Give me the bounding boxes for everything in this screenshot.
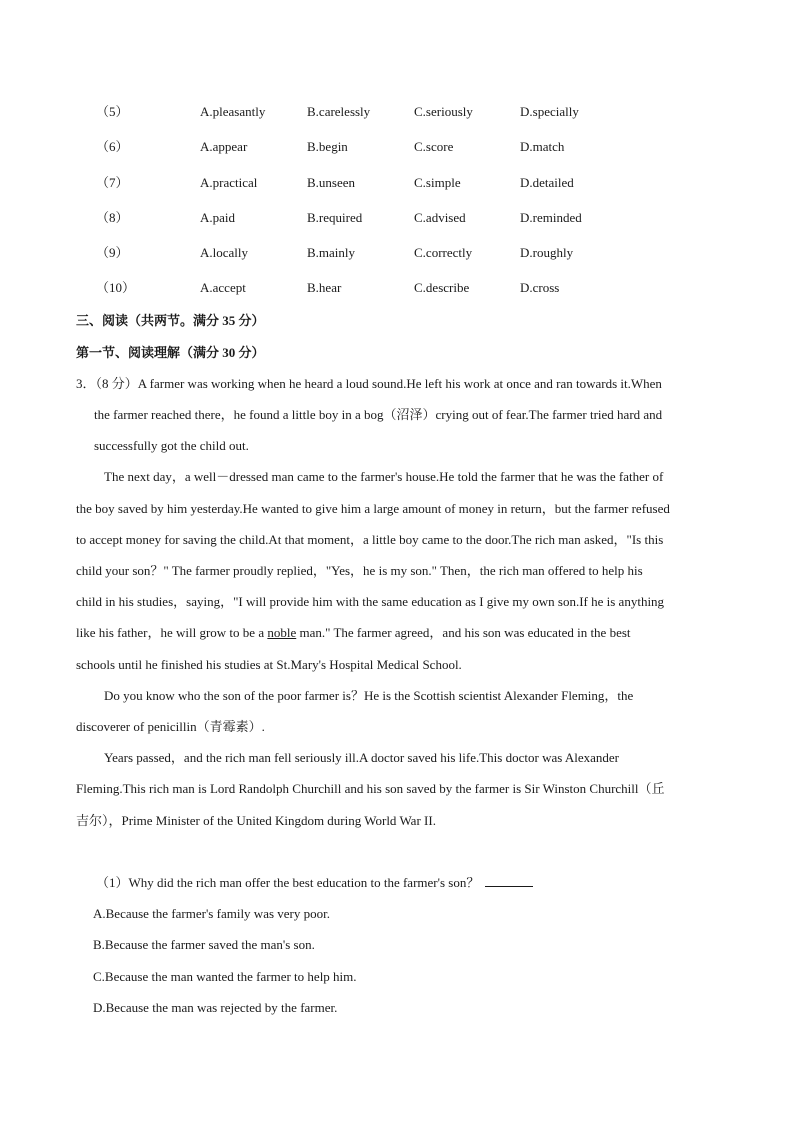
option-d: D.roughly [520, 245, 574, 260]
option-a: A.appear [200, 139, 248, 154]
option-a: A.practical [200, 175, 258, 190]
passage-line: to accept money for saving the child.At that moment，a little boy came to the door.The rich man asked，"Is this [76, 532, 664, 547]
option-c: C.score [414, 139, 454, 154]
choice-b: B.Because the farmer saved the man's son. [93, 937, 315, 952]
passage-line: child in his studies，saying，"I will provide him with the same education as I give my own son.If he is anything [76, 594, 665, 609]
option-b: B.hear [307, 280, 342, 295]
option-d: D.match [520, 139, 565, 154]
option-b: B.required [307, 210, 363, 225]
option-d: D.detailed [520, 175, 574, 190]
option-b: B.begin [307, 139, 348, 154]
option-row [0, 208, 794, 228]
option-row [0, 102, 794, 122]
question-text: （1）Why did the rich man offer the best education to the farmer's son？ [96, 875, 480, 890]
option-c: C.describe [414, 280, 470, 295]
passage-line: Fleming.This rich man is Lord Randolph Churchill and his son saved by the farmer is Sir Winston Churchill（丘 [76, 781, 665, 796]
option-b: B.carelessly [307, 104, 371, 119]
passage-line: Years passed，and the rich man fell seriously ill.A doctor saved his life.This doctor was Alexander [104, 750, 619, 765]
option-row [0, 278, 794, 298]
passage-line: schools until he finished his studies at St.Mary's Hospital Medical School. [76, 657, 462, 672]
passage-line: the farmer reached there，he found a little boy in a bog（沼泽）crying out of fear.The farmer tried hard and [94, 407, 663, 422]
passage-line: successfully got the child out. [94, 438, 249, 453]
option-c: C.simple [414, 175, 461, 190]
passage-line: The next day，a well－dressed man came to the farmer's house.He told the farmer that he was the father of [104, 469, 664, 484]
section-heading: 三、阅读（共两节。满分 35 分） [76, 313, 265, 328]
option-a: A.accept [200, 280, 246, 295]
option-number: （5） [96, 104, 129, 119]
subsection-heading: 第一节、阅读理解（满分 30 分） [76, 345, 265, 360]
passage-line: 吉尔），Prime Minister of the United Kingdom during World War II. [76, 813, 436, 828]
option-row [0, 173, 794, 193]
option-a: A.pleasantly [200, 104, 266, 119]
passage-line: 3．（8 分）A farmer was working when he heard a loud sound.He left his work at once and ran towards it.When [76, 376, 662, 391]
option-row [0, 137, 794, 157]
option-number: （9） [96, 245, 129, 260]
choice-a: A.Because the farmer's family was very poor. [93, 906, 330, 921]
choice-d: D.Because the man was rejected by the farmer. [93, 1000, 338, 1015]
option-number: （10） [96, 280, 136, 295]
option-d: D.specially [520, 104, 579, 119]
option-a: A.paid [200, 210, 236, 225]
passage-line [76, 623, 631, 643]
choice-c: C.Because the man wanted the farmer to help him. [93, 969, 357, 984]
underlined-word: noble [267, 625, 297, 640]
option-d: D.cross [520, 280, 560, 295]
passage-line: Do you know who the son of the poor farmer is？He is the Scottish scientist Alexander Fleming，the [104, 688, 634, 703]
option-a: A.locally [200, 245, 249, 260]
option-b: B.mainly [307, 245, 356, 260]
passage-line: child your son？" The farmer proudly replied，"Yes，he is my son." Then，the rich man offered to help his [76, 563, 643, 578]
answer-blank[interactable] [485, 873, 533, 887]
option-row [0, 243, 794, 263]
question-stem [96, 873, 533, 893]
option-c: C.seriously [414, 104, 473, 119]
option-c: C.correctly [414, 245, 473, 260]
passage-text: like his father，he will grow to be a [76, 625, 265, 640]
option-c: C.advised [414, 210, 466, 225]
passage-line: the boy saved by him yesterday.He wanted to give him a large amount of money in return，but the farmer refused [76, 501, 670, 516]
passage-text: man." The farmer agreed，and his son was educated in the best [299, 625, 631, 640]
option-number: （7） [96, 175, 129, 190]
option-number: （8） [96, 210, 129, 225]
option-number: （6） [96, 139, 129, 154]
passage-line: discoverer of penicillin（青霉素）. [76, 719, 265, 734]
option-d: D.reminded [520, 210, 582, 225]
option-b: B.unseen [307, 175, 356, 190]
